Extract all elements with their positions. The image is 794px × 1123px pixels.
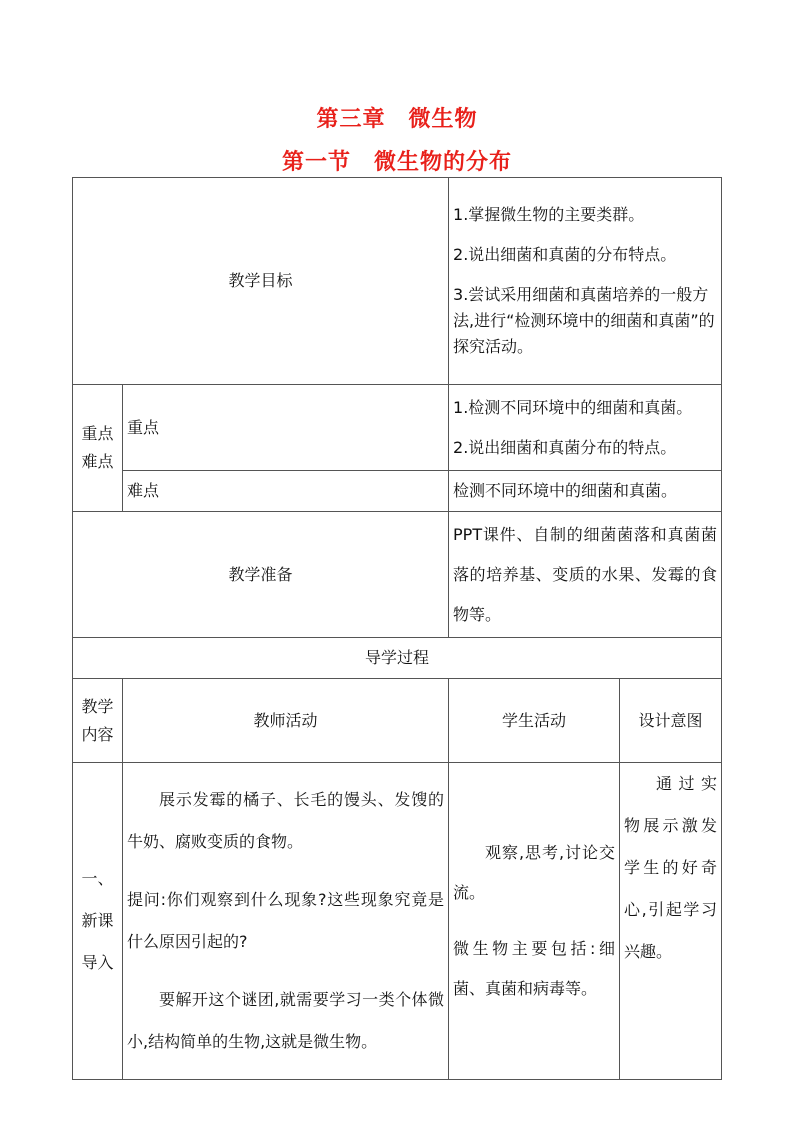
objectives-row [73, 178, 722, 385]
teacher-paragraph: 展示发霉的橘子、长毛的馒头、发馊的牛奶、腐败变质的食物。 [127, 790, 445, 851]
section-title: 第一节 微生物的分布 [281, 150, 512, 175]
student-paragraph: 观察,思考,讨论交流。 [453, 843, 616, 902]
teacher-paragraph: 要解开这个谜团,就需要学习一类个体微小,结构简单的生物,这就是微生物。 [127, 990, 445, 1051]
objective-item: 1.掌握微生物的主要类群。 [453, 205, 645, 224]
key-point-label: 重点 [123, 385, 449, 471]
key-point-item: 1.检测不同环境中的细菌和真菌。 [453, 397, 693, 417]
intro-teacher-activity [123, 763, 449, 1080]
preparation-label: 教学准备 [73, 512, 449, 638]
difficult-point-label: 难点 [123, 471, 449, 512]
key-point-content [449, 385, 722, 471]
student-paragraph: 微生物主要包括:细菌、真菌和病毒等。 [453, 939, 616, 998]
objective-item: 3.尝试采用细菌和真菌培养的一般方法,进行“检测环境中的细菌和真菌”的探究活动。 [453, 285, 715, 356]
objectives-content [449, 178, 722, 385]
column-header-teacher: 教师活动 [123, 679, 449, 763]
difficult-point-row [73, 471, 722, 512]
column-header-student: 学生活动 [449, 679, 620, 763]
intro-student-activity [449, 763, 620, 1080]
key-difficult-label: 重点难点 [73, 385, 123, 512]
key-point-row [73, 385, 722, 471]
preparation-row [73, 512, 722, 638]
preparation-content: PPT课件、自制的细菌菌落和真菌菌落的培养基、变质的水果、发霉的食物等。 [449, 512, 722, 638]
intro-design-intent: 通过实物展示激发学生的好奇心,引起学习兴趣。 [620, 763, 722, 1080]
key-point-item: 2.说出细菌和真菌分布的特点。 [453, 437, 677, 457]
process-label: 导学过程 [73, 638, 722, 679]
objective-item: 2.说出细菌和真菌的分布特点。 [453, 245, 677, 264]
teacher-paragraph: 提问:你们观察到什么现象?这些现象究竟是什么原因引起的? [127, 890, 445, 951]
intro-content-label: 一、新课导入 [73, 763, 123, 1080]
process-header-row [73, 638, 722, 679]
process-columns-row [73, 679, 722, 763]
chapter-title: 第三章 微生物 [316, 107, 478, 132]
column-header-design: 设计意图 [620, 679, 722, 763]
process-row-intro [73, 763, 722, 1080]
column-header-content: 教学内容 [73, 679, 123, 763]
difficult-point-content: 检测不同环境中的细菌和真菌。 [449, 471, 722, 512]
lesson-plan-table [72, 177, 722, 1080]
objectives-label: 教学目标 [73, 178, 449, 385]
